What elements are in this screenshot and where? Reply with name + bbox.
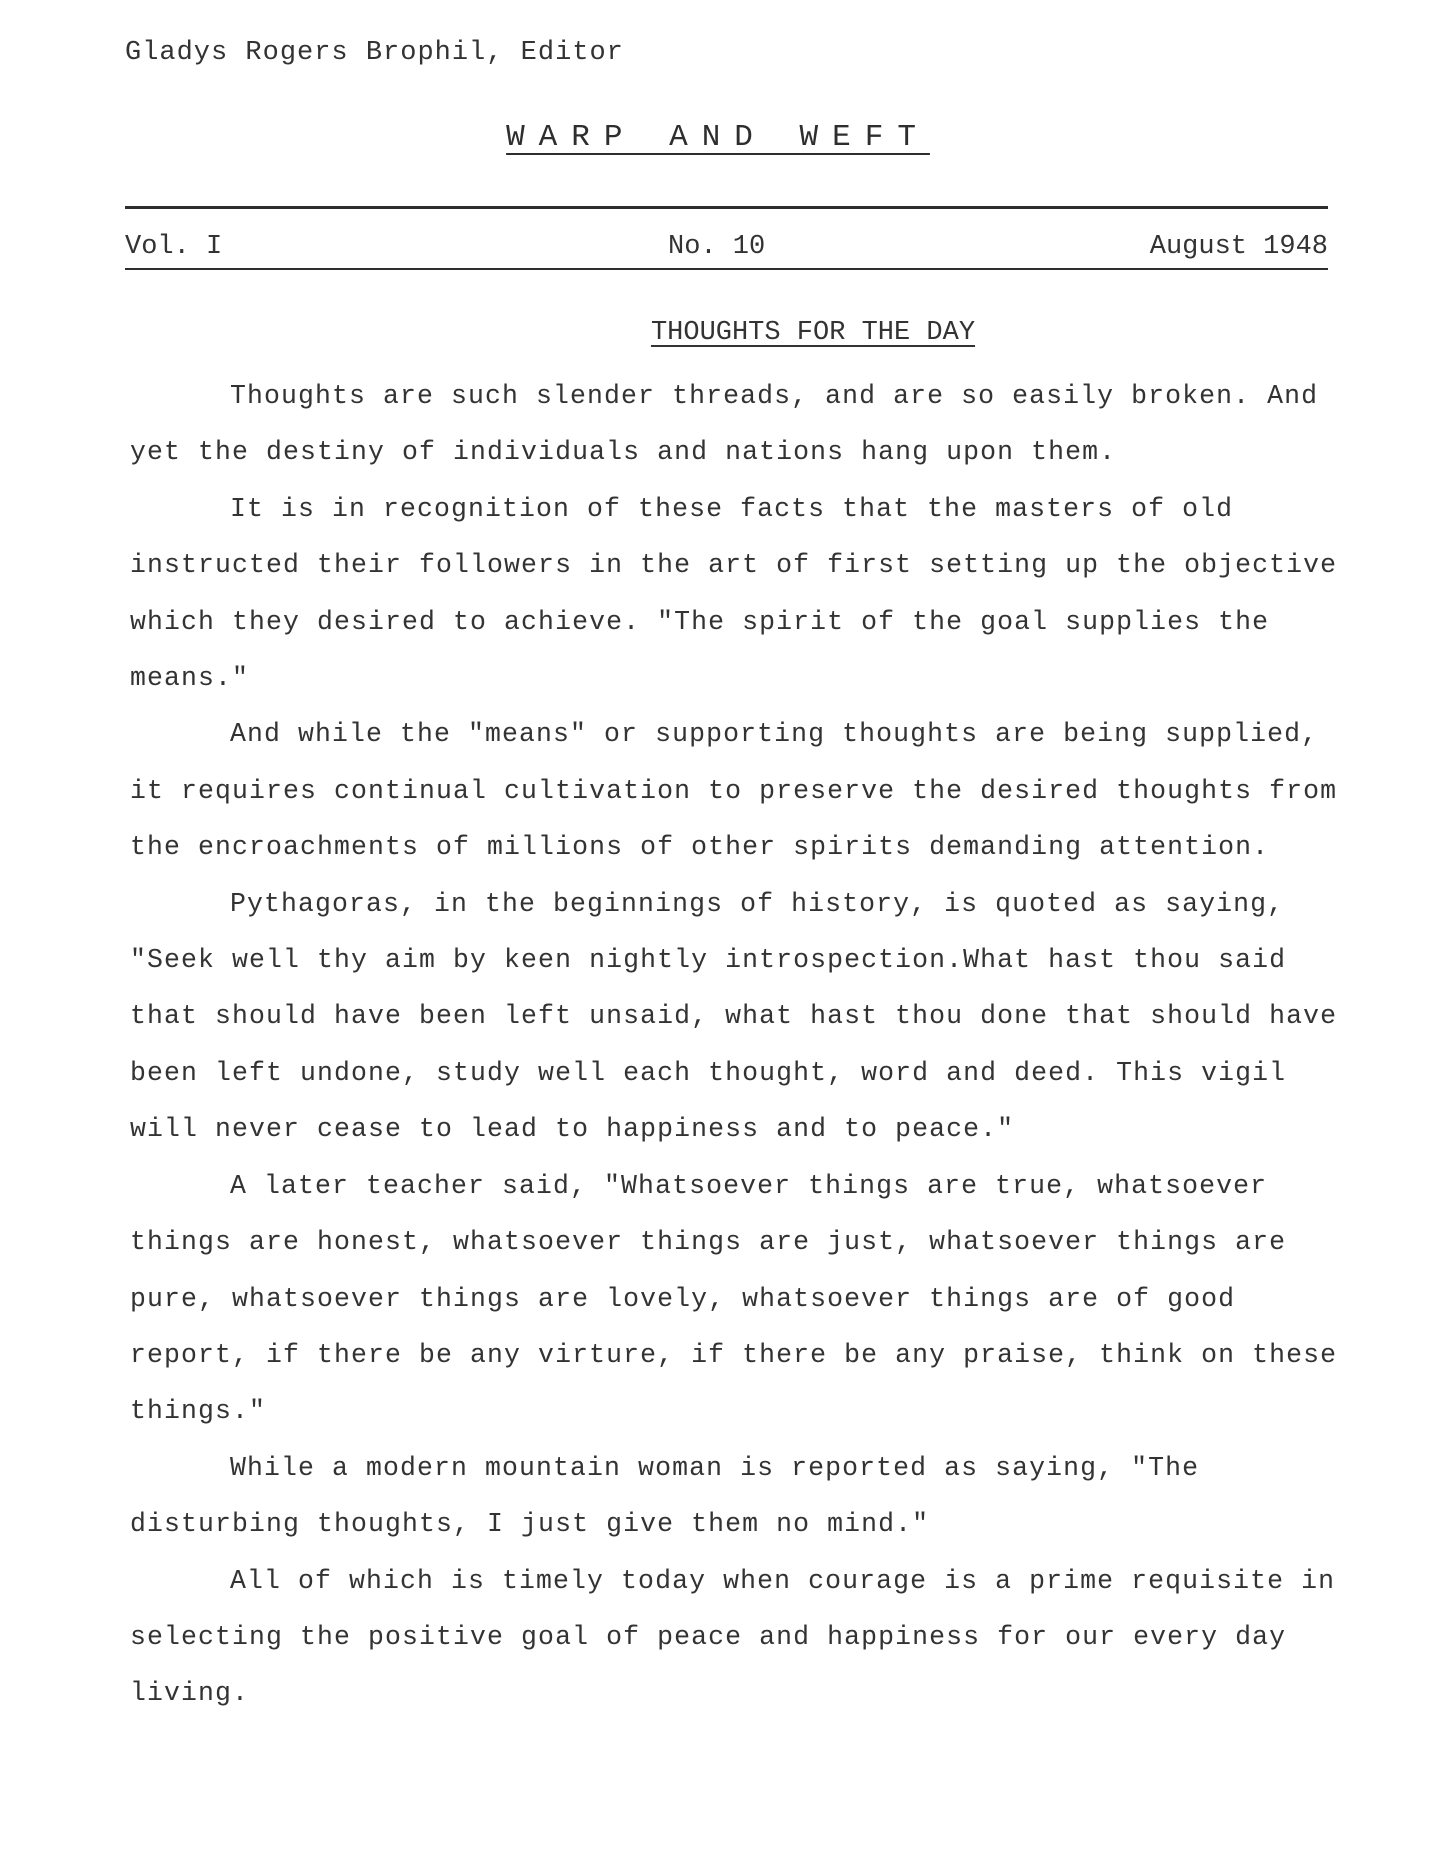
issue-number: No. 10 (668, 232, 766, 262)
article-paragraph: Thoughts are such slender threads, and are so easily broken. And yet the destiny of individuals and nations hang upon them. (130, 381, 1319, 468)
masthead-title (0, 120, 1436, 155)
article-paragraph: Pythagoras, in the beginnings of history, is quoted as saying, "Seek well thy aim by keen nightly introspection.What hast thou said that should have been left unsaid, what hast thou done that should have been left undone, study well each thought, word and deed. This vigil will never cease to lead to happiness and to peace." (130, 888, 1338, 1145)
article-paragraph: All of which is timely today when courage is a prime requisite in selecting the positive goal of peace and happiness for our every day living. (130, 1565, 1336, 1709)
issue-volume: Vol. I (125, 232, 223, 262)
article-title (0, 318, 1436, 348)
article-paragraph: And while the "means" or supporting thoughts are being supplied, it requires continual cultivation to preserve the desired thoughts from the encroachments of millions of other spirits demanding attention. (130, 719, 1338, 863)
article-paragraph: A later teacher said, "Whatsoever things are true, whatsoever things are honest, whatsoever things are just, whatsoever things are pure, whatsoever things are lovely, whatsoever things are of good report, if there be any virture, if there be any praise, think on these things." (130, 1170, 1338, 1427)
masthead-text: WARP AND WEFT (506, 120, 930, 155)
top-rule (125, 206, 1328, 209)
article-title-text: THOUGHTS FOR THE DAY (650, 318, 976, 348)
article-body (130, 368, 1350, 1722)
article-paragraph: It is in recognition of these facts that the masters of old instructed their followers in the art of first setting up the objective which they desired to achieve. "The spirit of the goal supplies the means." (130, 493, 1338, 694)
issue-line (125, 232, 1328, 266)
article-paragraph: While a modern mountain woman is reported as saying, "The disturbing thoughts, I just give them no mind." (130, 1452, 1200, 1540)
bottom-rule (125, 268, 1328, 270)
editor-credit: Gladys Rogers Brophil, Editor (125, 38, 624, 68)
issue-date: August 1948 (1149, 232, 1328, 262)
